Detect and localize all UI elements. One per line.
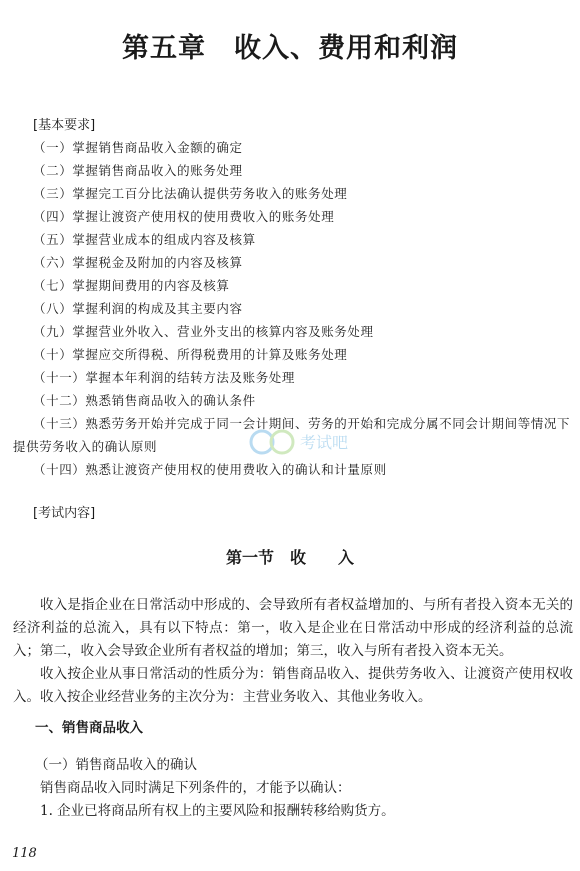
- list-item: （八）掌握利润的构成及其主要内容: [33, 301, 243, 316]
- list-item: （十三）熟悉劳务开始并完成于同一会计期间、劳务的开始和完成分属不同会计期间等情况下提供劳务收入的确认原则: [13, 416, 571, 454]
- basic-requirements-heading: [基本要求]: [33, 118, 96, 133]
- section-title: 第一节 收 入: [225, 548, 354, 567]
- chapter-title: 第五章 收入、费用和利润: [122, 33, 458, 64]
- paragraph: 收入是指企业在日常活动中形成的、会导致所有者权益增加的、与所有者投入资本无关的经济利益的总流入，具有以下特点：第一，收入是企业在日常活动中形成的经济利益的总流入；第二，收入会导致企业所有者权益的增加；第三，收入与所有者投入资本无关。: [13, 597, 573, 659]
- list-item: （九）掌握营业外收入、营业外支出的核算内容及账务处理: [33, 324, 374, 339]
- list-item: （一）掌握销售商品收入金额的确定: [33, 140, 243, 155]
- list-item: （七）掌握期间费用的内容及核算: [33, 278, 230, 293]
- condition-item: 1. 企业已将商品所有权上的主要风险和报酬转移给购货方。: [40, 803, 395, 819]
- list-item: （五）掌握营业成本的组成内容及核算: [33, 232, 256, 247]
- list-item: （六）掌握税金及附加的内容及核算: [33, 255, 243, 270]
- list-item: （四）掌握让渡资产使用权的使用费收入的账务处理: [33, 209, 335, 224]
- list-item: （十四）熟悉让渡资产使用权的使用费收入的确认和计量原则: [33, 462, 387, 477]
- list-item: （三）掌握完工百分比法确认提供劳务收入的账务处理: [33, 186, 348, 201]
- watermark-logo: [248, 422, 348, 462]
- exam-content-heading: [考试内容]: [33, 506, 96, 521]
- svg-text:考试吧: 考试吧: [300, 433, 348, 452]
- paragraph: 收入按企业从事日常活动的性质分为：销售商品收入、提供劳务收入、让渡资产使用权收入。收入按企业经营业务的主次分为：主营业务收入、其他业务收入。: [13, 666, 573, 705]
- subsection-title: 一、销售商品收入: [35, 720, 143, 736]
- page-number: 118: [12, 846, 37, 861]
- list-item: （十一）掌握本年利润的结转方法及账务处理: [33, 370, 296, 385]
- list-item: （十）掌握应交所得税、所得税费用的计算及账务处理: [33, 347, 348, 362]
- condition-intro: 销售商品收入同时满足下列条件的，才能予以确认：: [40, 780, 351, 796]
- sub-item: （一）销售商品收入的确认: [35, 757, 197, 773]
- list-item: （二）掌握销售商品收入的账务处理: [33, 163, 243, 178]
- list-item: （十二）熟悉销售商品收入的确认条件: [33, 393, 256, 408]
